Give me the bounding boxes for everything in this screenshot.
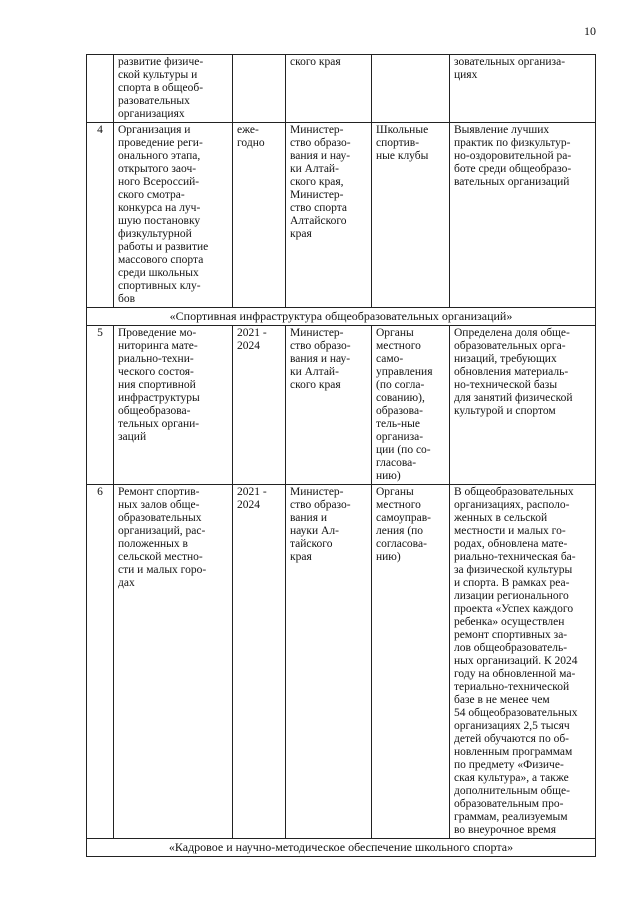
activities-table [86, 54, 596, 857]
term-cell [233, 55, 286, 123]
event-cell: Ремонт спортив- ных залов обще- образовательных организаций, рас- положенных в сельской местно- сти и малых горо- дах [114, 485, 233, 839]
event-cell: Организация и проведение реги- онального этапа, открытого заоч- ного Всероссий- ского смотра- конкурса на луч- шую постановку физкультурной работы и развитие массового спорта среди школьных спортивных клу- бов [114, 123, 233, 308]
executor-cell: Министер- ство образо- вания и нау- ки Алтай- ского края [286, 326, 372, 485]
participants-cell: Органы местного самоуправ- ления (по согласова- нию) [372, 485, 450, 839]
result-cell: Определена доля обще- образовательных орга- низаций, требующих обновления материаль- но-технической базы для занятий физической культурой и спортом [450, 326, 596, 485]
row-number: 6 [87, 485, 114, 839]
executor-cell: Министер- ство образо- вания и нау- ки Алтай- ского края, Министер- ство спорта Алтайского края [286, 123, 372, 308]
row-number [87, 55, 114, 123]
table-row [87, 485, 596, 839]
participants-cell: Органы местного само- управления (по согла- сованию), образова- тель-ные организа- ции (по со- гласова- нию) [372, 326, 450, 485]
event-cell: Проведение мо- ниторинга мате- риально-техни- ческого состоя- ния спортивной инфраструктуры общеобразова- тельных органи- заций [114, 326, 233, 485]
executor-cell: ского края [286, 55, 372, 123]
page-number: 10 [584, 24, 596, 38]
section-heading-row [87, 839, 596, 857]
row-number: 5 [87, 326, 114, 485]
result-cell: зовательных организа- циях [450, 55, 596, 123]
term-cell: 2021 - 2024 [233, 326, 286, 485]
executor-cell: Министер- ство образо- вания и науки Ал- тайского края [286, 485, 372, 839]
term-cell: 2021 - 2024 [233, 485, 286, 839]
participants-cell [372, 55, 450, 123]
section-heading-row [87, 308, 596, 326]
section-heading: «Спортивная инфраструктура общеобразовательных организаций» [87, 308, 596, 326]
table-row [87, 123, 596, 308]
result-cell: В общеобразовательных организациях, располо- женных в сельской местности и малых го- родах, обновлена мате- риально-техническая ба- за физической культуры и спорта. В рамках реа- лизации регионального проекта «Успех каждого ребенка» осуществлен ремонт спортивных за- лов общеобразователь- ных организаций. К 2024 году на обновленной ма- териально-технической базе в не менее чем 54 общеобразовательных организациях 2,5 тысяч детей обучаются по об- новленным программам по предмету «Физиче- ская культура», а также дополнительным обще- образовательным про- граммам, реализуемым во внеурочное время [450, 485, 596, 839]
section-heading: «Кадровое и научно-методическое обеспечение школьного спорта» [87, 839, 596, 857]
row-number: 4 [87, 123, 114, 308]
table-row [87, 326, 596, 485]
event-cell: развитие физиче- ской культуры и спорта в общеоб- разовательных организациях [114, 55, 233, 123]
participants-cell: Школьные спортив- ные клубы [372, 123, 450, 308]
result-cell: Выявление лучших практик по физкультур- но-оздоровительной ра- боте среди общеобразо- вательных организаций [450, 123, 596, 308]
table-row [87, 55, 596, 123]
term-cell: еже- годно [233, 123, 286, 308]
